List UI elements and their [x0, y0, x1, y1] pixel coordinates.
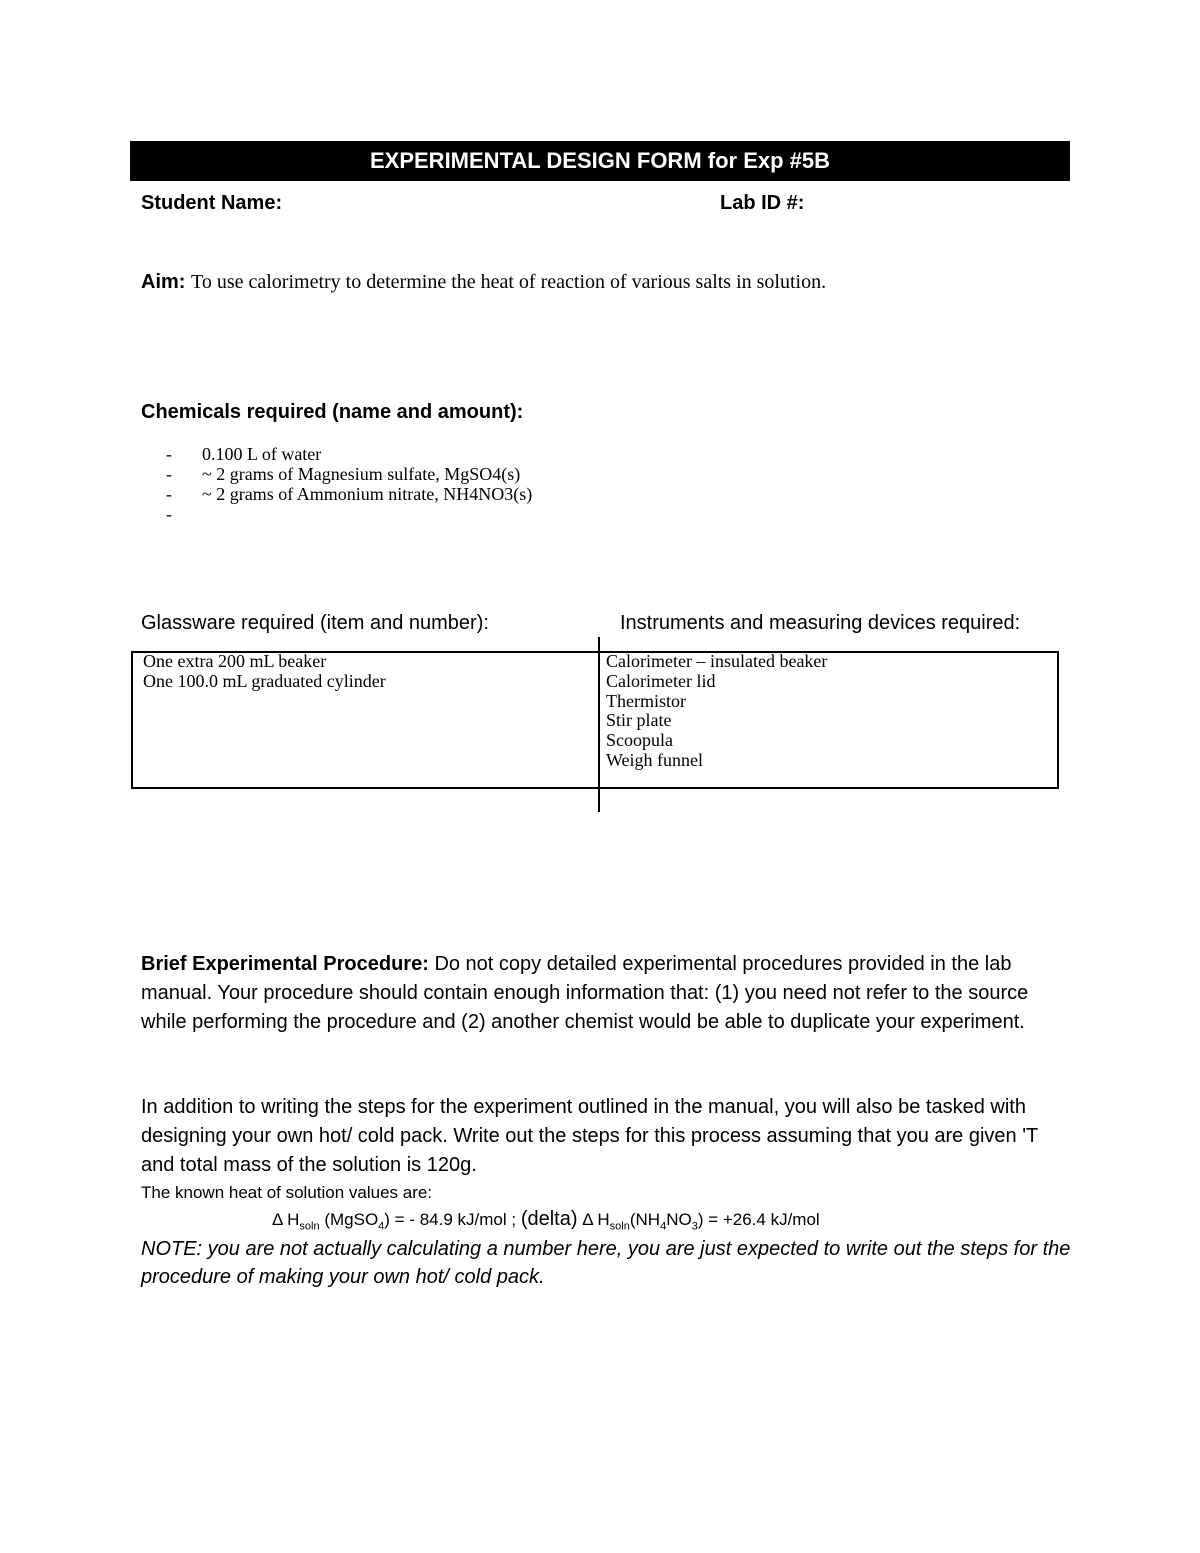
- note-paragraph: NOTE: you are not actually calculating a number here, you are just expected to write out the steps for the procedure of making your own hot/ cold pack.: [141, 1238, 1071, 1288]
- equation-text: ) = - 84.9 kJ/mol ;: [384, 1210, 521, 1229]
- instrument-item: Stir plate: [606, 710, 672, 731]
- student-name-label: Student Name:: [141, 192, 283, 214]
- form-title: EXPERIMENTAL DESIGN FORM for Exp #5B: [130, 141, 1070, 181]
- instruments-list: [606, 652, 827, 771]
- glassware-item: One extra 200 mL beaker: [143, 651, 327, 671]
- chemical-text: ~ 2 grams of Magnesium sulfate, MgSO4(s): [202, 464, 521, 484]
- list-dash: -: [166, 484, 172, 504]
- chemical-item: [166, 484, 532, 504]
- glassware-heading: Glassware required (item and number):: [141, 612, 489, 634]
- instrument-item: Calorimeter – insulated beaker: [606, 651, 828, 671]
- list-dash: -: [166, 504, 172, 524]
- aim-text: To use calorimetry to determine the heat of reaction of various salts in solution.: [191, 271, 827, 293]
- lab-id-label: Lab ID #:: [720, 192, 805, 214]
- delta-h-symbol: Δ H: [272, 1210, 300, 1229]
- instrument-item: Thermistor: [606, 690, 686, 711]
- equation-text: (NH: [629, 1210, 661, 1229]
- solution-equation: [272, 1208, 820, 1232]
- glassware-item: One 100.0 mL graduated cylinder: [143, 670, 386, 691]
- addition-paragraph: In addition to writing the steps for the experiment outlined in the manual, you will also be tasked with designing your own hot/ cold pack. Write out the steps for this process assuming that you are given 'T and total mass of the solution is 120g.: [141, 1096, 1038, 1176]
- subscript: 3: [691, 1220, 698, 1233]
- equation-text: NO: [666, 1210, 692, 1229]
- list-dash: -: [166, 464, 172, 484]
- aim-line: [141, 271, 826, 294]
- delta-h-symbol: Δ H: [577, 1210, 610, 1229]
- chemical-text: ~ 2 grams of Ammonium nitrate, NH4NO3(s): [202, 484, 533, 504]
- subscript: 4: [660, 1220, 667, 1233]
- solution-values-intro: The known heat of solution values are:: [141, 1183, 433, 1202]
- instrument-item: Weigh funnel: [606, 749, 704, 770]
- instrument-item: Calorimeter lid: [606, 670, 716, 691]
- instrument-item: Scoopula: [606, 730, 673, 751]
- procedure-label: Brief Experimental Procedure:: [141, 953, 429, 975]
- subscript: soln: [299, 1220, 320, 1233]
- subscript: 4: [378, 1220, 385, 1233]
- equation-text: (MgSO: [319, 1210, 379, 1229]
- list-dash: -: [166, 444, 172, 464]
- chemical-text: 0.100 L of water: [202, 444, 322, 464]
- chemicals-heading: Chemicals required (name and amount):: [141, 401, 524, 423]
- instruments-heading: Instruments and measuring devices required:: [620, 612, 1021, 634]
- equation-text: ) = +26.4 kJ/mol: [697, 1210, 820, 1229]
- chemical-item: [166, 444, 321, 464]
- subscript: soln: [609, 1220, 630, 1233]
- chemical-item: [166, 464, 520, 484]
- aim-label: Aim:: [141, 271, 186, 293]
- procedure-text: Do not copy detailed experimental procedures provided in the lab manual. Your procedure should contain enough information that: (1) you need not refer to the source while performing the procedure and (2) another chemist would be able to duplicate your experiment.: [141, 953, 1029, 1033]
- table-divider: [598, 637, 600, 812]
- procedure-paragraph: [141, 950, 1071, 1036]
- glassware-list: [143, 652, 386, 692]
- chemical-item: [166, 504, 202, 524]
- delta-word: (delta): [520, 1208, 578, 1230]
